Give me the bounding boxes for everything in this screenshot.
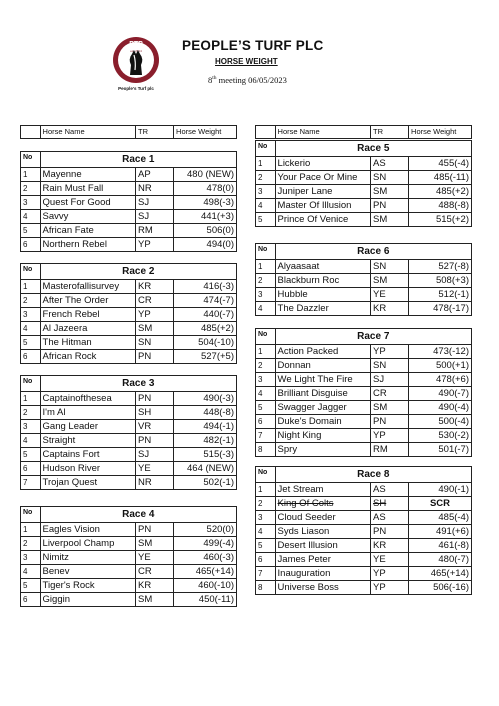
trainer-code: SM (136, 593, 174, 607)
table-row (256, 157, 472, 171)
right-column-header (255, 125, 472, 139)
table-row (21, 350, 237, 364)
trainer-code: AP (136, 168, 174, 182)
horse-weight: 473(-12) (409, 345, 472, 359)
horse-name: Alyaasaat (275, 260, 371, 274)
table-row (256, 288, 472, 302)
table-row (21, 322, 237, 336)
horse-weight: 460(-3) (174, 551, 237, 565)
runner-number: 1 (21, 523, 41, 537)
table-row (256, 581, 472, 595)
horse-name: Giggin (40, 593, 136, 607)
horse-weight: 450(-11) (174, 593, 237, 607)
horse-name: James Peter (275, 553, 371, 567)
horse-name: French Rebel (40, 308, 136, 322)
race-title: Race 7 (275, 329, 471, 345)
table-row (256, 483, 472, 497)
runner-number: 5 (21, 336, 41, 350)
horse-name: Straight (40, 434, 136, 448)
trainer-code: KR (136, 579, 174, 593)
logo-text: PTP (129, 41, 143, 48)
runner-number: 2 (256, 171, 276, 185)
horse-name: Blackburn Roc (275, 274, 371, 288)
horse-name: King Of Colts (275, 497, 371, 511)
col-tr: TR (371, 126, 409, 139)
trainer-code: NR (136, 182, 174, 196)
runner-number: 4 (21, 210, 41, 224)
horse-weight: 506(0) (174, 224, 237, 238)
table-row (256, 373, 472, 387)
horse-weight: 488(-8) (409, 199, 472, 213)
horse-name: Desert Illusion (275, 539, 371, 553)
runner-number: 1 (256, 345, 276, 359)
horse-name: Brilliant Disguise (275, 387, 371, 401)
trainer-code: VR (136, 420, 174, 434)
horse-weight: 490(-7) (409, 387, 472, 401)
table-row (21, 565, 237, 579)
horse-weight: 461(-8) (409, 539, 472, 553)
trainer-code: KR (136, 280, 174, 294)
horse-name: We Light The Fire (275, 373, 371, 387)
no-label: No (256, 467, 276, 483)
trainer-code: AS (371, 511, 409, 525)
trainer-code: PN (371, 199, 409, 213)
horse-name: African Fate (40, 224, 136, 238)
table-row (256, 171, 472, 185)
horse-weight: 478(+6) (409, 373, 472, 387)
trainer-code: YE (371, 553, 409, 567)
runner-number: 2 (21, 182, 41, 196)
horse-name: Jet Stream (275, 483, 371, 497)
horse-weight: 465(+14) (409, 567, 472, 581)
horse-name: Captainofthesea (40, 392, 136, 406)
trainer-code: CR (136, 565, 174, 579)
race-table (20, 375, 237, 490)
horse-weight: 501(-7) (409, 443, 472, 457)
table-row (21, 238, 237, 252)
horse-weight: 498(-3) (174, 196, 237, 210)
table-row (21, 448, 237, 462)
trainer-code: SJ (136, 210, 174, 224)
trainer-code: YP (136, 308, 174, 322)
table-row (21, 336, 237, 350)
trainer-code: YE (136, 551, 174, 565)
runner-number: 3 (256, 288, 276, 302)
runner-number: 4 (256, 199, 276, 213)
col-weight: Horse Weight (174, 126, 237, 139)
horse-name: Prince Of Venice (275, 213, 371, 227)
horse-weight: 490(-4) (409, 401, 472, 415)
horse-name: Al Jazeera (40, 322, 136, 336)
horse-weight: 465(+14) (174, 565, 237, 579)
table-row (21, 294, 237, 308)
table-row (21, 523, 237, 537)
horse-name: African Rock (40, 350, 136, 364)
table-row (21, 182, 237, 196)
trainer-code: SM (136, 322, 174, 336)
race-title: Race 1 (40, 152, 236, 168)
runner-number: 1 (256, 260, 276, 274)
runner-number: 4 (21, 565, 41, 579)
horse-weight: 485(+2) (174, 322, 237, 336)
horse-weight: 502(-1) (174, 476, 237, 490)
trainer-code: SJ (136, 448, 174, 462)
table-row (256, 185, 472, 199)
runner-number: 1 (21, 168, 41, 182)
runner-number: 7 (21, 476, 41, 490)
race-title: Race 6 (275, 244, 471, 260)
trainer-code: PN (136, 434, 174, 448)
horse-weight: 464 (NEW) (174, 462, 237, 476)
logo-caption: People's Turf plc (118, 86, 154, 91)
horse-name: Gang Leader (40, 420, 136, 434)
horse-name: Syds Liason (275, 525, 371, 539)
horse-name: Inauguration (275, 567, 371, 581)
runner-number: 4 (21, 434, 41, 448)
runner-number: 2 (256, 274, 276, 288)
table-row (21, 392, 237, 406)
horse-name: Donnan (275, 359, 371, 373)
horse-weight: 527(-8) (409, 260, 472, 274)
race-table (20, 263, 237, 364)
no-label: No (256, 329, 276, 345)
trainer-code: PN (371, 525, 409, 539)
trainer-code: AS (371, 483, 409, 497)
trainer-code: SM (371, 401, 409, 415)
table-row (256, 443, 472, 457)
runner-number: 3 (21, 196, 41, 210)
horse-weight: 485(-4) (409, 511, 472, 525)
horse-name: Universe Boss (275, 581, 371, 595)
trainer-code: CR (371, 387, 409, 401)
runner-number: 6 (256, 415, 276, 429)
table-row (21, 224, 237, 238)
col-horse-name: Horse Name (40, 126, 136, 139)
horse-name: Swagger Jagger (275, 401, 371, 415)
trainer-code: SH (371, 497, 409, 511)
horse-name: Spry (275, 443, 371, 457)
runner-number: 4 (256, 387, 276, 401)
runner-number: 4 (256, 302, 276, 316)
table-row (21, 406, 237, 420)
table-row (21, 434, 237, 448)
table-row (21, 537, 237, 551)
horse-weight: 448(-8) (174, 406, 237, 420)
horse-name: Quest For Good (40, 196, 136, 210)
horse-weight: 485(+2) (409, 185, 472, 199)
race-table (255, 243, 472, 316)
table-row (21, 579, 237, 593)
trainer-code: YP (371, 345, 409, 359)
logo-est: est 2014 (130, 49, 142, 53)
runner-number: 8 (256, 443, 276, 457)
horse-weight: 440(-7) (174, 308, 237, 322)
horse-weight: 490(-3) (174, 392, 237, 406)
horse-name: Mayenne (40, 168, 136, 182)
horse-weight: 480(-7) (409, 553, 472, 567)
horse-weight: 506(-16) (409, 581, 472, 595)
table-row (21, 196, 237, 210)
horse-name: Cloud Seeder (275, 511, 371, 525)
no-label: No (21, 376, 41, 392)
horse-name: Juniper Lane (275, 185, 371, 199)
trainer-code: SM (371, 185, 409, 199)
race-title: Race 2 (40, 264, 236, 280)
horse-name: Action Packed (275, 345, 371, 359)
trainer-code: SJ (371, 373, 409, 387)
horse-name: Hudson River (40, 462, 136, 476)
trainer-code: YP (371, 567, 409, 581)
trainer-code: YP (371, 581, 409, 595)
runner-number: 3 (21, 420, 41, 434)
horse-name: The Hitman (40, 336, 136, 350)
table-row (256, 429, 472, 443)
table-row (256, 401, 472, 415)
trainer-code: SN (371, 171, 409, 185)
trainer-code: SJ (136, 196, 174, 210)
page-subtitle: HORSE WEIGHT (215, 57, 278, 66)
table-row (256, 539, 472, 553)
horse-weight: 455(-4) (409, 157, 472, 171)
table-row (21, 280, 237, 294)
table-row (256, 511, 472, 525)
trainer-code: CR (136, 294, 174, 308)
table-row (21, 593, 237, 607)
table-row (21, 462, 237, 476)
horse-weight: 478(0) (174, 182, 237, 196)
horse-name: Your Pace Or Mine (275, 171, 371, 185)
horse-name: Duke's Domain (275, 415, 371, 429)
table-row (256, 213, 472, 227)
trainer-code: RM (371, 443, 409, 457)
horse-name: Tiger's Rock (40, 579, 136, 593)
table-row (256, 274, 472, 288)
trainer-code: SM (371, 213, 409, 227)
horse-name: Eagles Vision (40, 523, 136, 537)
table-row (256, 359, 472, 373)
runner-number: 8 (256, 581, 276, 595)
runner-number: 6 (21, 593, 41, 607)
horse-name: Liverpool Champ (40, 537, 136, 551)
horse-name: Hubble (275, 288, 371, 302)
trainer-code: KR (371, 302, 409, 316)
race-title: Race 5 (275, 141, 471, 157)
trainer-code: SN (371, 260, 409, 274)
trainer-code: PN (136, 350, 174, 364)
trainer-code: YE (371, 288, 409, 302)
table-row (256, 567, 472, 581)
horse-weight: 474(-7) (174, 294, 237, 308)
trainer-code: RM (136, 224, 174, 238)
trainer-code: SN (371, 359, 409, 373)
trainer-code: SM (371, 274, 409, 288)
horse-weight: 480 (NEW) (174, 168, 237, 182)
horse-name: Savvy (40, 210, 136, 224)
col-weight: Horse Weight (409, 126, 472, 139)
horse-weight: 494(0) (174, 238, 237, 252)
runner-number: 2 (21, 406, 41, 420)
no-label: No (256, 141, 276, 157)
race-table (20, 151, 237, 252)
left-column-header (20, 125, 237, 139)
horse-weight: 508(+3) (409, 274, 472, 288)
runner-number: 6 (21, 462, 41, 476)
runner-number: 4 (21, 322, 41, 336)
horse-name: I'm Al (40, 406, 136, 420)
runner-number: 3 (21, 551, 41, 565)
horse-weight: 512(-1) (409, 288, 472, 302)
runner-number: 6 (21, 350, 41, 364)
horse-weight: 460(-10) (174, 579, 237, 593)
no-label: No (21, 152, 41, 168)
no-label: No (21, 507, 41, 523)
trainer-code: KR (371, 539, 409, 553)
horse-weight: 478(-17) (409, 302, 472, 316)
runner-number: 2 (256, 359, 276, 373)
runner-number: 4 (256, 525, 276, 539)
table-row (21, 168, 237, 182)
table-row (256, 345, 472, 359)
trainer-code: PN (136, 392, 174, 406)
horse-weight: 485(-11) (409, 171, 472, 185)
horse-weight: 500(+1) (409, 359, 472, 373)
horse-weight: 482(-1) (174, 434, 237, 448)
horse-weight: 527(+5) (174, 350, 237, 364)
runner-number: 1 (21, 280, 41, 294)
table-row (256, 497, 472, 511)
trainer-code: SM (136, 537, 174, 551)
runner-number: 5 (256, 401, 276, 415)
page-title: PEOPLE’S TURF PLC (182, 38, 324, 53)
horse-weight: 491(+6) (409, 525, 472, 539)
no-label: No (256, 244, 276, 260)
trainer-code: AS (371, 157, 409, 171)
runner-number: 1 (256, 483, 276, 497)
table-row (256, 415, 472, 429)
runner-number: 5 (21, 224, 41, 238)
horse-name: Night King (275, 429, 371, 443)
horse-name: Master Of Illusion (275, 199, 371, 213)
table-row (256, 260, 472, 274)
horse-name: The Dazzler (275, 302, 371, 316)
horse-name: Rain Must Fall (40, 182, 136, 196)
horse-weight: 520(0) (174, 523, 237, 537)
table-row (256, 525, 472, 539)
no-label: No (21, 264, 41, 280)
runner-number: 3 (256, 185, 276, 199)
horse-name: Northern Rebel (40, 238, 136, 252)
horse-weight: 416(-3) (174, 280, 237, 294)
runner-number: 1 (256, 157, 276, 171)
horse-weight: 499(-4) (174, 537, 237, 551)
runner-number: 5 (21, 448, 41, 462)
horse-weight: SCR (409, 497, 472, 511)
trainer-code: SH (136, 406, 174, 420)
runner-number: 7 (256, 429, 276, 443)
table-row (21, 420, 237, 434)
runner-number: 7 (256, 567, 276, 581)
trainer-code: PN (136, 523, 174, 537)
horse-weight: 494(-1) (174, 420, 237, 434)
runner-number: 5 (21, 579, 41, 593)
race-table (255, 140, 472, 227)
race-title: Race 4 (40, 507, 236, 523)
horse-name: Masterofallisurvey (40, 280, 136, 294)
horse-name: Captains Fort (40, 448, 136, 462)
horse-weight: 490(-1) (409, 483, 472, 497)
table-row (256, 302, 472, 316)
runner-number: 2 (21, 537, 41, 551)
runner-number: 3 (21, 308, 41, 322)
table-row (256, 387, 472, 401)
trainer-code: YP (136, 238, 174, 252)
trainer-code: NR (136, 476, 174, 490)
race-title: Race 8 (275, 467, 471, 483)
horse-name: Benev (40, 565, 136, 579)
horse-name: After The Order (40, 294, 136, 308)
horse-weight: 500(-4) (409, 415, 472, 429)
runner-number: 6 (21, 238, 41, 252)
race-title: Race 3 (40, 376, 236, 392)
table-row (21, 551, 237, 565)
runner-number: 1 (21, 392, 41, 406)
trainer-code: SN (136, 336, 174, 350)
runner-number: 2 (256, 497, 276, 511)
race-table (255, 466, 472, 595)
runner-number: 6 (256, 553, 276, 567)
runner-number: 2 (21, 294, 41, 308)
race-table (255, 328, 472, 457)
table-row (256, 553, 472, 567)
runner-number: 5 (256, 539, 276, 553)
horse-weight: 515(-3) (174, 448, 237, 462)
trainer-code: PN (371, 415, 409, 429)
table-row (21, 476, 237, 490)
horse-weight: 504(-10) (174, 336, 237, 350)
horse-weight: 530(-2) (409, 429, 472, 443)
trainer-code: YP (371, 429, 409, 443)
meeting-line: 8th meeting 06/05/2023 (208, 75, 287, 85)
horse-weight: 441(+3) (174, 210, 237, 224)
table-row (21, 210, 237, 224)
runner-number: 3 (256, 373, 276, 387)
horse-name: Trojan Quest (40, 476, 136, 490)
runner-number: 3 (256, 511, 276, 525)
horse-weight: 515(+2) (409, 213, 472, 227)
table-row (21, 308, 237, 322)
runner-number: 5 (256, 213, 276, 227)
horse-name: Nimitz (40, 551, 136, 565)
race-table (20, 506, 237, 607)
trainer-code: YE (136, 462, 174, 476)
col-tr: TR (136, 126, 174, 139)
horse-name: Lickerio (275, 157, 371, 171)
table-row (256, 199, 472, 213)
col-horse-name: Horse Name (275, 126, 371, 139)
ptp-logo (110, 35, 162, 93)
